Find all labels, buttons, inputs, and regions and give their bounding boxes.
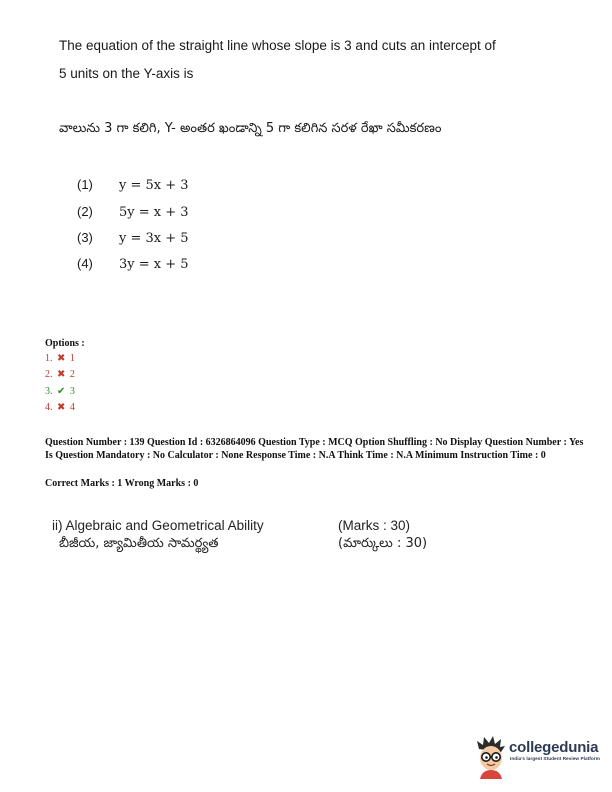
choice-4 — [77, 256, 189, 272]
option-key-prefix: 3. — [45, 386, 53, 397]
choice-2 — [77, 204, 189, 220]
logo-tagline: India's largest Student Review Platform — [510, 757, 600, 762]
section-marks-english: (Marks : 30) — [338, 518, 411, 533]
choice-equation: 5y = x + 3 — [119, 205, 189, 220]
cross-icon: ✖ — [57, 353, 66, 364]
option-key-prefix: 4. — [45, 402, 53, 413]
option-key-prefix: 1. — [45, 353, 53, 364]
choice-3 — [77, 230, 189, 246]
mascot-icon — [474, 735, 508, 779]
cross-icon: ✖ — [57, 402, 66, 413]
choice-number: (4) — [77, 256, 93, 271]
check-icon: ✔ — [57, 386, 66, 397]
option-key-row-1 — [45, 353, 75, 364]
section-marks-telugu: (మార్కులు : 30) — [338, 536, 428, 551]
choice-number: (3) — [77, 230, 93, 245]
option-key-row-2 — [45, 369, 75, 380]
choice-equation: 3y = x + 5 — [119, 257, 189, 272]
choice-1 — [77, 177, 189, 193]
collegedunia-logo — [474, 735, 604, 779]
choice-number: (1) — [77, 177, 93, 192]
option-key-value: 4 — [69, 402, 75, 413]
option-key-prefix: 2. — [45, 369, 53, 380]
option-key-row-4 — [45, 402, 75, 413]
question-text-line2: 5 units on the Y-axis is — [59, 66, 194, 81]
cross-icon: ✖ — [57, 369, 66, 380]
question-text-line1: The equation of the straight line whose slope is 3 and cuts an intercept of — [59, 38, 496, 53]
options-heading: Options : — [45, 338, 85, 349]
option-key-value: 1 — [69, 353, 75, 364]
section-title-telugu: బీజీయ, జ్యామితీయ సామర్థ్యత — [59, 536, 219, 551]
marks-metadata: Correct Marks : 1 Wrong Marks : 0 — [45, 478, 199, 489]
question-text-telugu: వాలును 3 గా కలిగి, Y- అంతర ఖండాన్ని 5 గా కలిగిన సరళ రేఖా సమీకరణం — [59, 121, 442, 136]
option-key-row-3 — [45, 386, 75, 397]
option-key-value: 2 — [69, 369, 75, 380]
choice-equation: y = 5x + 3 — [119, 178, 189, 193]
choice-number: (2) — [77, 204, 93, 219]
question-metadata: Question Number : 139 Question Id : 6326864096 Question Type : MCQ Option Shuffling : No Display Question Number : Yes Is Question Mandatory : No Calculator : None Response Time : N.A Think Time : N.A Minimum Instruction Time : 0 — [45, 437, 584, 461]
option-key-value: 3 — [69, 386, 75, 397]
section-title-english: ii) Algebraic and Geometrical Ability — [52, 518, 264, 533]
choice-equation: y = 3x + 5 — [119, 231, 189, 246]
logo-wordmark: collegedunia — [509, 739, 599, 756]
